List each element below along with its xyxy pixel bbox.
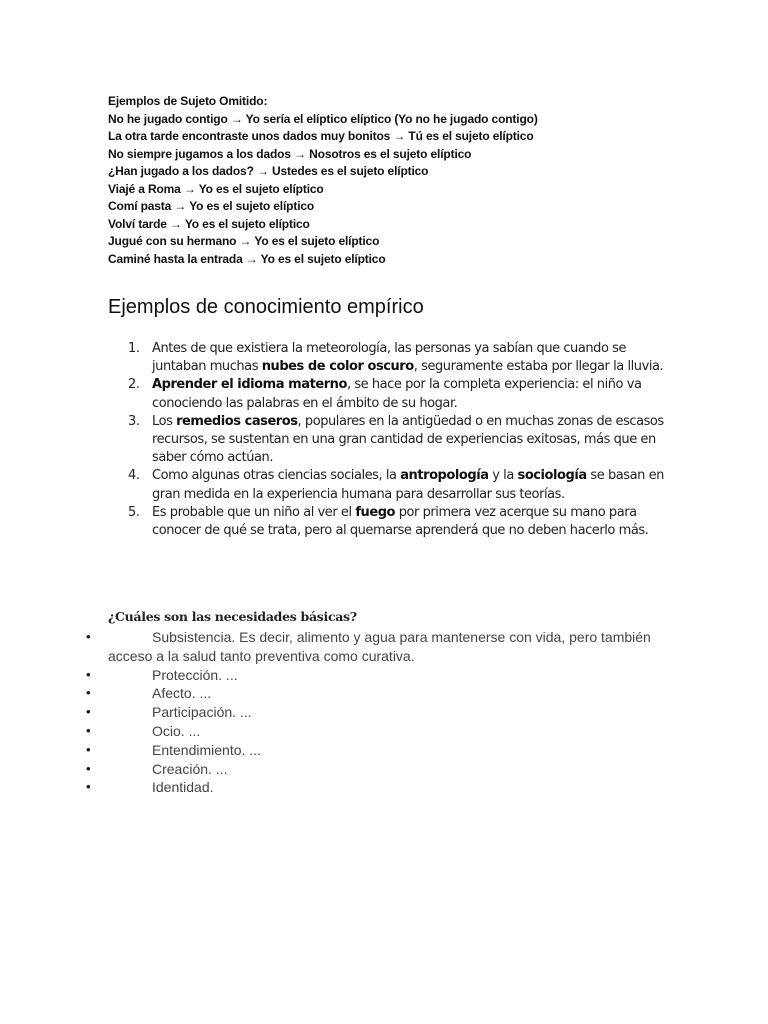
list-item xyxy=(86,684,686,703)
list-item xyxy=(86,722,686,741)
arrow-icon: → xyxy=(174,199,187,213)
item-text: Los xyxy=(152,413,177,429)
bullet-icon: • xyxy=(86,760,91,776)
list-item xyxy=(108,340,668,376)
necesidades-basicas-heading: ¿Cuáles son las necesidades básicas? xyxy=(108,609,357,624)
subject-explanation: Yo es el sujeto elíptico xyxy=(195,181,324,196)
subject-explanation: Ustedes es el sujeto elíptico xyxy=(268,164,429,178)
sujeto-omitido-line xyxy=(108,198,668,216)
sujeto-omitido-title: Ejemplos de Sujeto Omitido: xyxy=(108,94,268,108)
sujeto-omitido-list xyxy=(108,111,668,269)
necesidades-basicas-list xyxy=(86,628,686,797)
bullet-icon: • xyxy=(86,779,91,795)
arrow-icon: → xyxy=(393,129,406,143)
list-item xyxy=(108,413,668,468)
item-text: Antes de que existiera la meteorología, las personas ya sabían que cuando se juntaban muchas xyxy=(152,341,626,375)
subject-explanation: Nosotros es el sujeto elíptico xyxy=(305,146,472,161)
list-item xyxy=(108,376,668,412)
bullet-icon: • xyxy=(86,629,91,644)
example-sentence: Viajé a Roma xyxy=(108,181,184,196)
sujeto-omitido-line xyxy=(108,181,668,199)
subject-explanation: Yo es el sujeto elíptico xyxy=(186,199,315,213)
sujeto-omitido-section xyxy=(108,93,668,268)
bold-term: Aprender el idioma materno xyxy=(152,377,347,393)
arrow-icon: → xyxy=(245,251,258,266)
subject-explanation: Yo es el sujeto elíptico xyxy=(181,216,310,231)
need-text: Identidad. xyxy=(152,779,214,796)
list-number: 1. xyxy=(128,341,140,356)
bullet-icon: • xyxy=(86,704,91,720)
sujeto-omitido-line xyxy=(108,111,668,129)
list-item xyxy=(108,467,668,503)
sujeto-omitido-line xyxy=(108,146,668,164)
bold-term: fuego xyxy=(355,504,396,520)
list-item xyxy=(86,760,686,779)
sujeto-omitido-line xyxy=(108,216,668,234)
sujeto-omitido-line xyxy=(108,163,668,181)
item-text: Es probable que un niño al ver el xyxy=(152,504,356,520)
item-text: y la xyxy=(488,468,518,484)
arrow-icon: → xyxy=(183,181,196,196)
list-number: 3. xyxy=(128,413,140,429)
example-sentence: Jugué con su hermano xyxy=(108,234,240,248)
bullet-icon: • xyxy=(86,666,91,682)
item-text: se basan en gran medida en la experiencia humana para desarrollar sus teorías. xyxy=(152,468,664,502)
need-text: Creación. ... xyxy=(152,760,228,777)
conocimiento-empirico-heading: Ejemplos de conocimiento empírico xyxy=(108,296,424,318)
list-item xyxy=(108,504,668,540)
bold-term: sociología xyxy=(517,468,587,484)
example-sentence: ¿Han jugado a los dados? xyxy=(108,164,257,178)
need-text: Afecto. ... xyxy=(152,685,212,702)
arrow-icon: → xyxy=(294,146,306,161)
list-item xyxy=(86,741,686,760)
sujeto-omitido-line xyxy=(108,128,668,146)
example-sentence: No siempre jugamos a los dados xyxy=(108,146,295,161)
arrow-icon: → xyxy=(170,216,182,231)
example-sentence: Volví tarde xyxy=(108,216,170,231)
example-sentence: Comí pasta xyxy=(108,199,175,213)
item-text: , seguramente estaba por llegar la lluvia. xyxy=(413,359,664,375)
item-text: por primera vez acerque su mano para conocer de qué se trata, pero al quemarse aprenderá que no deben hacerlo más. xyxy=(152,504,649,539)
list-number: 2. xyxy=(128,377,140,393)
conocimiento-empirico-list xyxy=(108,340,668,540)
bold-term: antropología xyxy=(400,468,489,484)
sujeto-omitido-line xyxy=(108,233,668,251)
subject-explanation: Tú es el sujeto elíptico xyxy=(405,129,534,143)
bullet-icon: • xyxy=(86,741,91,757)
list-item xyxy=(86,666,686,685)
arrow-icon: → xyxy=(256,164,269,178)
need-text: Ocio. ... xyxy=(152,722,201,739)
subject-explanation: Yo es el sujeto elíptico xyxy=(257,251,386,266)
example-sentence: La otra tarde encontraste unos dados muy bonitos xyxy=(108,129,394,143)
subject-explanation: Yo sería el elíptico elíptico (Yo no he jugado contigo) xyxy=(242,111,538,126)
list-number: 5. xyxy=(128,504,140,520)
list-number: 4. xyxy=(128,468,140,484)
need-text: Entendimiento. ... xyxy=(152,741,261,758)
need-text: Participación. ... xyxy=(152,704,252,721)
bullet-icon: • xyxy=(86,722,91,738)
list-item xyxy=(86,628,686,666)
bold-term: remedios caseros xyxy=(176,413,298,429)
example-sentence: No he jugado contigo xyxy=(108,111,231,126)
need-text: Protección. ... xyxy=(152,666,238,683)
sujeto-omitido-line xyxy=(108,251,668,269)
item-text: , se hace por la completa experiencia: el niño va conociendo las palabras en el ámbito de su hogar. xyxy=(152,377,642,411)
subject-explanation: Yo es el sujeto elíptico xyxy=(251,234,380,248)
list-item xyxy=(86,703,686,722)
arrow-icon: → xyxy=(239,234,252,248)
bold-term: nubes de color oscuro xyxy=(261,359,414,375)
list-item xyxy=(86,778,686,797)
item-text: , populares en la antigüedad o en muchas zonas de escasos recursos, se sustentan en una gran cantidad de experiencias exitosas, más que en saber cómo actúan. xyxy=(152,413,664,466)
need-text: Subsistencia. Es decir, alimento y agua para mantenerse con vida, pero también acceso a la salud tanto preventiva como curativa. xyxy=(108,629,651,664)
bullet-icon: • xyxy=(86,685,91,701)
item-text: Como algunas otras ciencias sociales, la xyxy=(152,468,401,484)
arrow-icon: → xyxy=(230,111,243,126)
example-sentence: Caminé hasta la entrada xyxy=(108,251,246,266)
